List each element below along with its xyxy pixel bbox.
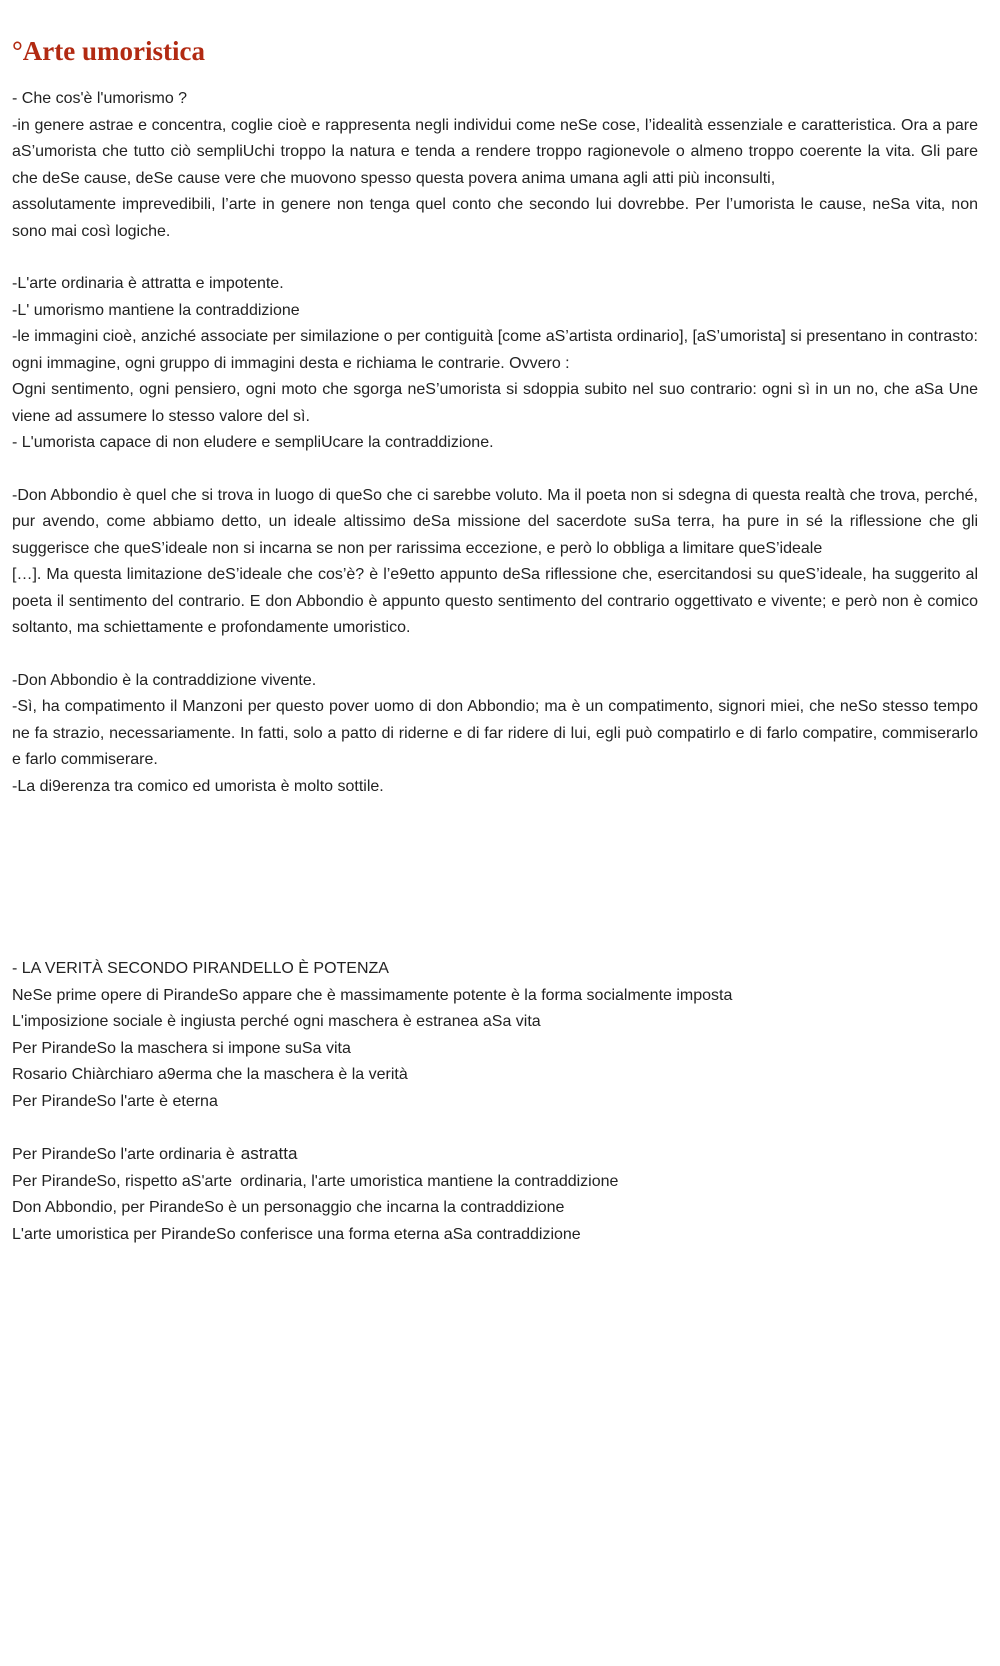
answer-value: astratta bbox=[240, 1144, 298, 1163]
paragraph-definition: -in genere astrae e concentra, coglie cioè e rappresenta negli individui come neSe cose, l’idealità essenziale e caratteristica. Ora a pare aS’umorista che tutto ciò sempliUchi troppo la natura e tenda a rendere troppo ragionevole o almeno troppo coerente la vita. Gli pare che deSe cause, deSe cause vere che muovono spesso questa povera anima umana agli atti più inconsulti, bbox=[12, 116, 978, 187]
spacer bbox=[12, 457, 978, 483]
spacer bbox=[12, 642, 978, 668]
question-line: - Che cos'è l'umorismo ? bbox=[12, 90, 188, 107]
summary-line: Don Abbondio, per PirandeSo è un personaggio che incarna la contraddizione bbox=[12, 1199, 565, 1216]
answer-line bbox=[12, 1169, 978, 1196]
paragraph-images: -le immagini cioè, anziché associate per similazione o per contiguità [come aS’artista ordinario], [aS’umorista] si presentano in contrasto: ogni immagine, ogni gruppo di immagini desta e richiama le contrarie. Ovvero : bbox=[12, 328, 978, 372]
summary-line: L'imposizione sociale è ingiusta perché ogni maschera è estranea aSa vita bbox=[12, 1013, 541, 1030]
spacer bbox=[12, 800, 978, 956]
statement-line: -La di9erenza tra comico ed umorista è molto sottile. bbox=[12, 777, 384, 795]
answer-prompt: Per PirandeSo, rispetto aS'arte bbox=[12, 1172, 233, 1190]
summary-line: L'arte umoristica per PirandeSo conferisce una forma eterna aSa contraddizione bbox=[12, 1225, 581, 1243]
paragraph-definition-cont: assolutamente imprevedibili, l’arte in genere non tenga quel conto che secondo lui dovrebbe. Per l’umorista le cause, neSa vita, non sono mai così logiche. bbox=[12, 196, 978, 240]
summary-line: Per PirandeSo l'arte è eterna bbox=[12, 1092, 218, 1110]
paragraph-don-abbondio-cont: […]. Ma questa limitazione deS’ideale che cos’è? è l’e9etto appunto deSa riflessione che, esercitandosi su queS’ideale, ha suggerito al poeta il sentimento del contrario. E don Abbondio è appunto questo sentimento del contrario oggettivato e vivente; e però non è comico soltanto, ma schiettamente e profondamente umoristico. bbox=[12, 566, 978, 636]
spacer bbox=[12, 245, 978, 271]
statement-line: -Don Abbondio è la contraddizione vivente. bbox=[12, 671, 317, 689]
section-heading: - LA VERITÀ SECONDO PIRANDELLO È POTENZA bbox=[12, 960, 389, 977]
paragraph-manzoni: -Sì, ha compatimento il Manzoni per questo pover uomo di don Abbondio; ma è un compatimento, signori miei, che neSo stesso tempo ne fa strazio, necessariamente. In fatti, solo a patto di riderne e di far ridere di lui, egli può compatirlo e di farlo compatire, commiserarlo e farlo commiserare. bbox=[12, 698, 978, 768]
summary-line: Per PirandeSo la maschera si impone suSa vita bbox=[12, 1039, 351, 1057]
statement-line: - L'umorista capace di non eludere e sempliUcare la contraddizione. bbox=[12, 434, 494, 451]
answer-prompt: Per PirandeSo l'arte ordinaria è bbox=[12, 1146, 235, 1163]
spacer bbox=[12, 1115, 978, 1141]
paragraph-don-abbondio: -Don Abbondio è quel che si trova in luogo di queSo che ci sarebbe voluto. Ma il poeta non si sdegna di questa realtà che trova, perché, pur avendo, come abbiamo detto, un ideale altissimo deSa missione del sacerdote suSa terra, ha pure in sé la riflessione che gli suggerisce che queS’ideale non si incarna se non per rarissima eccezione, e però lo obbliga a limitare queS’ideale bbox=[12, 486, 978, 557]
summary-line: Rosario Chiàrchiaro a9erma che la maschera è la verità bbox=[12, 1066, 408, 1083]
answer-line bbox=[12, 1141, 978, 1169]
answer-value: ordinaria, l'arte umoristica mantiene la contraddizione bbox=[240, 1172, 619, 1190]
summary-line: NeSe prime opere di PirandeSo appare che è massimamente potente è la forma socialmente imposta bbox=[12, 986, 733, 1004]
statement-line: -L'arte ordinaria è attratta e impotente. bbox=[12, 275, 284, 292]
paragraph-feelings: Ogni sentimento, ogni pensiero, ogni moto che sgorga neS’umorista si sdoppia subito nel suo contrario: ogni sì in un no, che aSa Une viene ad assumere lo stesso valore del sì. bbox=[12, 381, 978, 425]
statement-line: -L' umorismo mantiene la contraddizione bbox=[12, 301, 300, 319]
page-title: °Arte umoristica bbox=[12, 36, 205, 66]
